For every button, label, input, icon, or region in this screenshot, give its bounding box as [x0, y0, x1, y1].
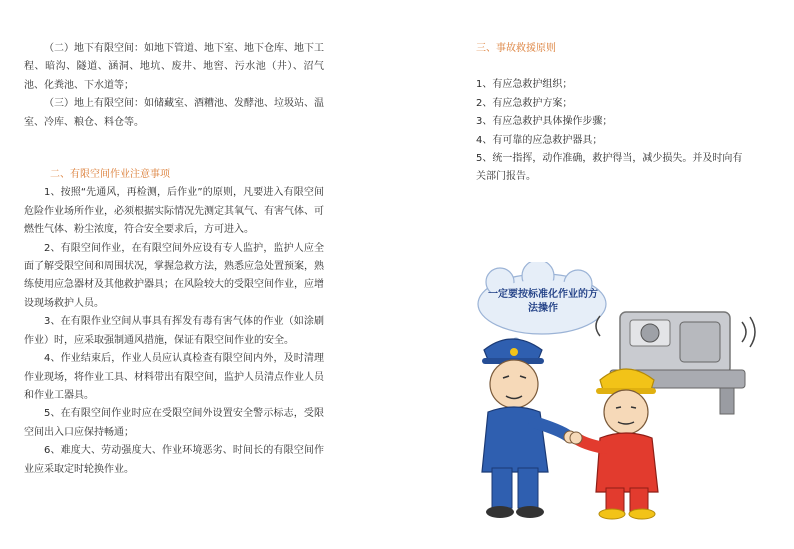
list-item: 3、有应急救护具体操作步骤；: [476, 116, 613, 128]
right-column: [476, 40, 746, 187]
red-uniform-worker: [570, 369, 658, 519]
rule-4: 4、作业结束后，作业人员应认真检查有限空间内外，及时清理作业现场，将作业工具、材料带出有限空间，监护人员清点作业人员和作业工器具。: [24, 353, 324, 401]
rule-2: 2、有限空间作业，在有限空间外应设有专人监护，监护人应全面了解受限空间和周围状况，掌握急救方法，熟悉应急处置预案，熟练使用应急器材及其他救护器具；在风险较大的受限空间作业，应增设现场救护人员。: [24, 242, 324, 309]
left-column: [24, 40, 324, 479]
rescue-principles-list: [476, 76, 746, 186]
section-heading-precautions: 二、有限空间作业注意事项: [50, 169, 170, 181]
rule-6: 6、难度大、劳动强度大、作业环境恶劣、时间长的有限空间作业应采取定时轮换作业。: [24, 445, 324, 475]
list-item: 2、有应急救护方案；: [476, 97, 573, 109]
speech-bubble-text: 一定要按标准化作业的方法操作: [488, 289, 598, 314]
section-heading-rescue: 三、事故救援原则: [476, 43, 556, 54]
safety-cartoon-illustration: [470, 262, 770, 524]
list-item: 4、有可靠的应急救护器具；: [476, 134, 603, 146]
list-item: 5、统一指挥，动作准确，救护得当，减少损失。并及时向有关部门报告。: [476, 153, 743, 183]
paragraph-aboveground: （三）地上有限空间：如储藏室、酒糟池、发酵池、垃圾站、温室、冷库、粮仓、料仓等。: [24, 98, 324, 128]
blue-uniform-worker: [482, 339, 576, 518]
rule-3: 3、在有限作业空间从事具有挥发有毒有害气体的作业（如涂刷作业）时，应采取强制通风措施，保证有限空间作业的安全。: [24, 316, 324, 346]
paragraph-underground: （二）地下有限空间：如地下管道、地下室、地下仓库、地下工程、暗沟、隧道、涵洞、地坑、废井、地窖、污水池（井）、沼气池、化粪池、下水道等；: [24, 43, 324, 91]
rule-1: 1、按照“先通风，再检测，后作业”的原则，凡要进入有限空间危险作业场所作业，必须根据实际情况先测定其氧气、有害气体、可燃性气体、粉尘浓度，符合安全要求后，方可进入。: [24, 187, 324, 236]
list-item: 1、有应急救护组织；: [476, 79, 573, 91]
rule-5: 5、在有限空间作业时应在受限空间外设置安全警示标志，受限空间出入口应保持畅通；: [24, 408, 324, 438]
